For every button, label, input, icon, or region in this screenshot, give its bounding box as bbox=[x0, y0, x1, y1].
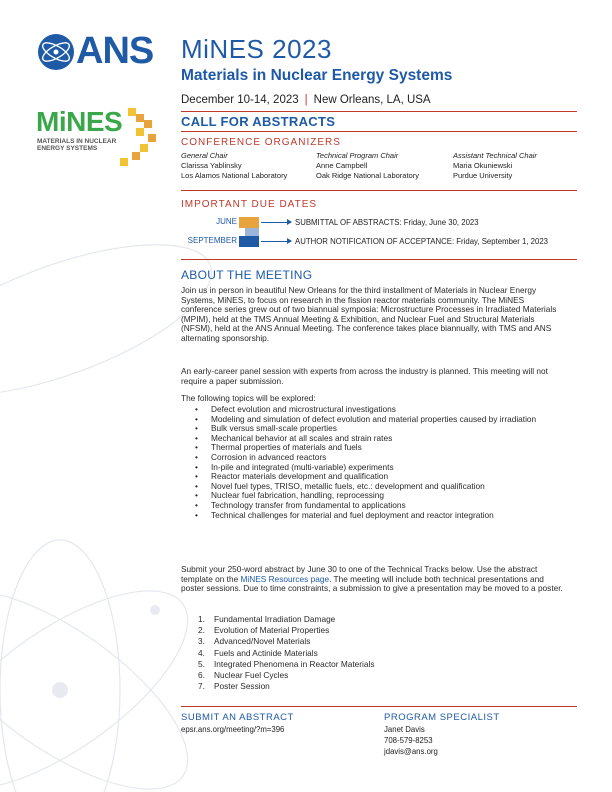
mines-tagline-1: MATERIALS IN NUCLEAR bbox=[37, 138, 117, 145]
list-item: • Defect evolution and microstructural investigations bbox=[195, 405, 570, 415]
topics-intro: The following topics will be explored: bbox=[181, 393, 316, 403]
specialist-phone: 708-579-8253 bbox=[384, 736, 433, 745]
due-date-row bbox=[181, 236, 581, 250]
organizer-org: Oak Ridge National Laboratory bbox=[316, 171, 419, 180]
due-color-block bbox=[239, 217, 259, 228]
track-number: 3. bbox=[198, 636, 205, 647]
organizer-program-chair bbox=[316, 151, 419, 181]
page-subtitle: Materials in Nuclear Energy Systems bbox=[181, 67, 453, 84]
organizers-heading: CONFERENCE ORGANIZERS bbox=[181, 137, 341, 148]
list-item: • Technology transfer from fundamental to applications bbox=[195, 501, 570, 511]
due-month: SEPTEMBER bbox=[187, 236, 237, 245]
call-for-abstracts-heading: CALL FOR ABSTRACTS bbox=[181, 114, 336, 129]
submit-paragraph bbox=[181, 565, 566, 594]
ans-logo bbox=[36, 30, 166, 76]
due-text: AUTHOR NOTIFICATION OF ACCEPTANCE: Friday, September 1, 2023 bbox=[295, 237, 549, 246]
mines-logo bbox=[36, 108, 166, 168]
resources-link[interactable]: MiNES Resources page bbox=[240, 573, 330, 584]
divider bbox=[181, 190, 577, 191]
page-title: MiNES 2023 bbox=[181, 34, 332, 64]
about-paragraph-1: Join us in person in beautiful New Orleans for the third installment of Materials in Nuclear Energy Systems, MiNES, to focus on research in the fission reactor materials community. The MiNES conference series grew out of two biannual symposia: Microstructure Processes in Irradiated Materials (MPIM), held at the TMS Annual Meeting & Exhibition, and Nuclear Fuel and Structural Materials (NFSM), held at the ANS Annual Meeting. The conference takes place biannually, with TMS and ANS alternating sponsorship. bbox=[181, 285, 557, 343]
timeline-connector bbox=[245, 228, 259, 236]
list-item bbox=[198, 636, 375, 647]
program-specialist-heading: PROGRAM SPECIALIST bbox=[384, 712, 500, 723]
about-paragraph-2: An early-career panel session with experts from across the industry is planned. This meeting will not require a paper submission. bbox=[181, 366, 548, 386]
list-item bbox=[198, 648, 375, 659]
organizer-org: Los Alamos National Laboratory bbox=[181, 171, 288, 180]
organizer-assistant-chair bbox=[453, 151, 537, 181]
event-date-location bbox=[181, 94, 431, 106]
date-separator: | bbox=[304, 94, 308, 106]
due-dates-heading: IMPORTANT DUE DATES bbox=[181, 199, 318, 210]
arrow-right-icon bbox=[261, 241, 291, 242]
list-item: • Technical challenges for material and fuel deployment and reactor integration bbox=[195, 511, 570, 521]
track-number: 5. bbox=[198, 658, 205, 669]
divider bbox=[181, 706, 577, 707]
track-label: Fundamental Irradiation Damage bbox=[214, 614, 336, 624]
list-item: • Thermal properties of materials and fuels bbox=[195, 443, 570, 453]
list-item bbox=[198, 625, 375, 636]
divider bbox=[181, 111, 577, 112]
list-item: • Nuclear fuel fabrication, handling, reprocessing bbox=[195, 491, 570, 501]
organizer-org: Purdue University bbox=[453, 171, 513, 180]
list-item: • Corrosion in advanced reactors bbox=[195, 453, 570, 463]
list-item: • Modeling and simulation of defect evolution and material properties caused by irradiation bbox=[195, 415, 570, 425]
submit-text-a: Submit your 250-word abstract by June 30 to one of the Technical Tracks below. Use the abstract template on the bbox=[181, 564, 538, 584]
about-heading: ABOUT THE MEETING bbox=[181, 268, 313, 282]
track-label: Fuels and Actinide Materials bbox=[214, 647, 318, 658]
list-item: • Reactor materials development and qualification bbox=[195, 472, 570, 482]
list-item: • In-pile and integrated (multi-variable) experiments bbox=[195, 463, 570, 473]
ans-wordmark: ANS bbox=[76, 30, 154, 72]
organizer-name: Anne Campbell bbox=[316, 161, 368, 170]
organizer-name: Maria Okuniewski bbox=[453, 161, 513, 170]
track-number: 6. bbox=[198, 670, 205, 681]
mines-tagline-2: ENERGY SYSTEMS bbox=[37, 145, 98, 152]
due-text: SUBMITTAL OF ABSTRACTS: Friday, June 30, 2023 bbox=[295, 218, 479, 227]
divider bbox=[181, 131, 577, 132]
submit-abstract-heading: SUBMIT AN ABSTRACT bbox=[181, 712, 294, 723]
list-item bbox=[198, 614, 375, 625]
track-label: Advanced/Novel Materials bbox=[214, 636, 311, 647]
organizer-role: Technical Program Chair bbox=[316, 151, 399, 160]
divider bbox=[181, 259, 577, 260]
organizer-general-chair bbox=[181, 151, 287, 181]
due-month: JUNE bbox=[216, 217, 237, 226]
list-item bbox=[198, 681, 375, 692]
track-number: 4. bbox=[198, 647, 205, 658]
track-label: Evolution of Material Properties bbox=[214, 625, 330, 636]
organizer-name: Clarissa Yablinsky bbox=[181, 161, 242, 170]
specialist-email-link[interactable]: jdavis@ans.org bbox=[384, 747, 438, 756]
organizer-role: Assistant Technical Chair bbox=[453, 151, 537, 160]
due-date-row bbox=[181, 217, 581, 231]
list-item: • Mechanical behavior at all scales and strain rates bbox=[195, 434, 570, 444]
submit-url-link[interactable]: epsr.ans.org/meeting/?m=396 bbox=[181, 725, 285, 734]
event-dates: December 10-14, 2023 bbox=[181, 94, 299, 106]
list-item: • Novel fuel types, TRISO, metallic fuels, etc.: development and qualification bbox=[195, 482, 570, 492]
list-item bbox=[198, 659, 375, 670]
list-item: • Bulk versus small-scale properties bbox=[195, 424, 570, 434]
due-color-block bbox=[239, 236, 259, 247]
arrow-right-icon bbox=[261, 222, 291, 223]
track-number: 1. bbox=[198, 614, 205, 624]
organizer-role: General Chair bbox=[181, 151, 228, 160]
specialist-name: Janet Davis bbox=[384, 725, 425, 734]
event-location: New Orleans, LA, USA bbox=[313, 94, 431, 106]
track-number: 7. bbox=[198, 681, 205, 692]
submit-text-b: . The meeting will include both technical presentations and poster sessions. Due to time constraints, a submission to give a presentation may be moved to a poster. bbox=[181, 573, 563, 594]
track-label: Poster Session bbox=[214, 681, 270, 692]
mines-wordmark: MiNES bbox=[36, 106, 123, 137]
track-number: 2. bbox=[198, 625, 205, 636]
list-item bbox=[198, 670, 375, 681]
track-label: Nuclear Fuel Cycles bbox=[214, 670, 289, 681]
topics-list bbox=[195, 405, 570, 520]
tracks-list bbox=[198, 614, 375, 692]
track-label: Integrated Phenomena in Reactor Materials bbox=[214, 658, 375, 669]
